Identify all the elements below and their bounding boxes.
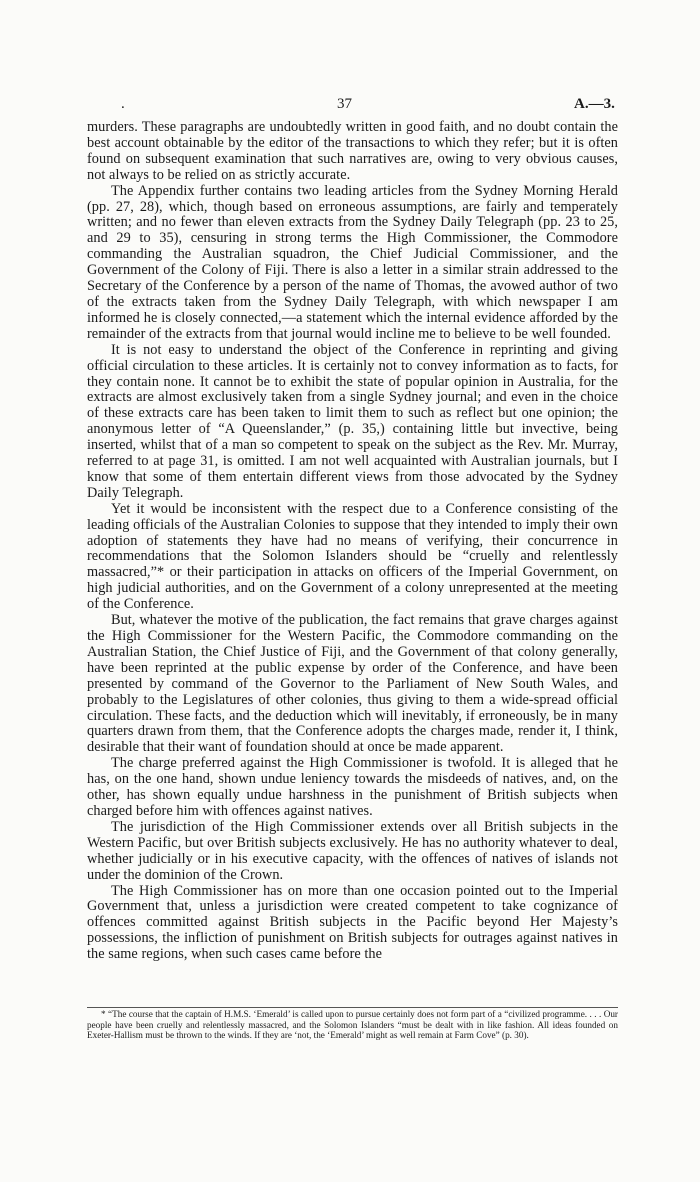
paragraph-4: Yet it would be inconsistent with the respect due to a Conference consisting of the leading officials of the Australian Colonies to suppose that they intended to imply their own adoption of statements they have had no means of verifying, their concurrence in recommendations that the Solomon Islanders should be “cruelly and relentlessly massacred,”* or their participation in attacks on officers of the Imperial Government, on high judicial authorities, and on the Government of a colony unrepresented at the meeting of the Conference. xyxy=(87,500,618,613)
paragraph-1: murders. These paragraphs are undoubtedly written in good faith, and no doubt contain the best account obtainable by the editor of the transactions to which they refer; but it is often found on subsequent examination that such narratives are, owing to very obvious causes, not always to be relied on as strictly accurate. xyxy=(87,119,618,183)
paragraph-6: The charge preferred against the High Commissioner is twofold. It is alleged that he has, on the one hand, shown undue leniency towards the misdeeds of natives, and, on the other, has shown equally undue harshness in the punishment of British subjects when charged before him with offences against natives. xyxy=(87,755,618,819)
footnote-divider xyxy=(87,1007,618,1008)
header-dot: . xyxy=(121,96,125,112)
paragraph-8: The High Commissioner has on more than one occasion pointed out to the Imperial Government that, unless a jurisdiction were created competent to take cognizance of offences committed against British subjects in the Pacific beyond Her Majesty’s possessions, the infliction of punishment on British subjects for outrages against natives in the same regions, when such cases came before the xyxy=(87,882,618,963)
footnote xyxy=(87,1009,618,1041)
footnote-text: * “The course that the captain of H.M.S. ‘Emerald’ is called upon to pursue certainly does not form part of a “civilized programme. . . . Our people have been cruelly and relentlessly massacred, and the Solomon Islanders “must be dealt with in like fashion. All ideas founded on Exeter-Hallism must be thrown to the winds. If they are ‘not, the ‘Emerald’ might as well remain at Farm Cove” (p. 30). xyxy=(87,1009,618,1041)
paragraph-3: It is not easy to understand the object of the Conference in reprinting and giving official circulation to these articles. It is certainly not to convey information as to facts, for they contain none. It cannot be to exhibit the state of popular opinion in Australia, for the extracts are almost exclusively taken from a single Sydney journal; and even in the choice of these extracts care has been taken to limit them to such as reflect but one opinion; the anonymous letter of “A Queenslander,” (p. 35,) containing little but invective, being inserted, whilst that of a man so competent to speak on the subject as the Rev. Mr. Murray, referred to at page 31, is omitted. I am not well acquainted with Australian journals, but I know that some of them entertain different views from those advocated by the Sydney Daily Telegraph. xyxy=(87,341,618,501)
body-text xyxy=(87,120,618,963)
paragraph-5: But, whatever the motive of the publication, the fact remains that grave charges against the High Commissioner for the Western Pacific, the Commodore commanding on the Australian Station, the Chief Justice of Fiji, and the Government of that colony generally, have been reprinted at the public expense by order of the Conference, and have been presented by command of the Governor to the Parliament of New South Wales, and probably to the Legislatures of other colonies, thus giving to them a wide-spread official circulation. These facts, and the deduction which will inevitably, if erroneously, be in many quarters drawn from them, that the Conference adopts the charges made, render it, I think, desirable that their want of foundation should at once be made apparent. xyxy=(87,612,618,756)
paragraph-7: The jurisdiction of the High Commissioner extends over all British subjects in the Western Pacific, but over British subjects exclusively. He has no authority whatever to deal, whether judicially or in his executive capacity, with the offences of natives of islands not under the dominion of the Crown. xyxy=(87,818,618,883)
page-number: 37 xyxy=(337,96,352,112)
paragraph-2: The Appendix further contains two leading articles from the Sydney Morning Herald (pp. 27, 28), which, though based on erroneous assumptions, are fairly and temperately written; and no fewer than eleven extracts from the Sydney Daily Telegraph (pp. 23 to 25, and 29 to 35), censuring in strong terms the High Commissioner, the Commodore commanding the Australian squadron, the Chief Judicial Commissioner, and the Government of the Colony of Fiji. There is also a letter in a similar strain addressed to the Secretary of the Conference by a person of the name of Thomas, the avowed author of two of the extracts taken from the Sydney Daily Telegraph, with which newspaper I am informed he is closely connected,—a statement which the internal evidence afforded by the remainder of the extracts from that journal would incline me to believe to be well founded. xyxy=(87,182,618,342)
document-reference: A.—3. xyxy=(574,96,615,112)
page-header xyxy=(0,96,700,118)
